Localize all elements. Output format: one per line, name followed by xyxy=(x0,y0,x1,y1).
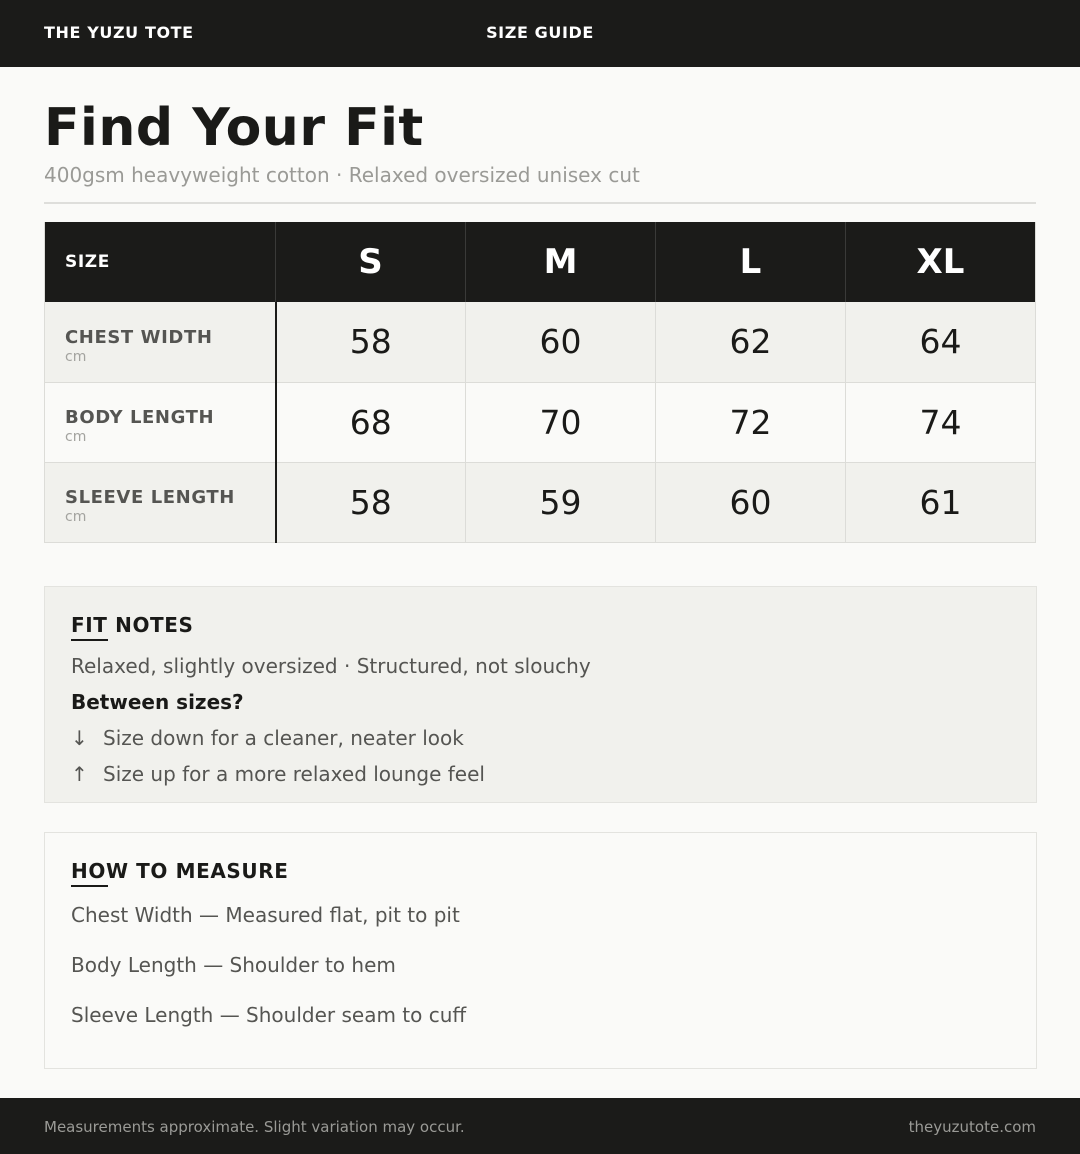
fit-notes-card xyxy=(44,586,1037,803)
table-cell: 61 xyxy=(846,462,1036,542)
footer xyxy=(0,1098,1080,1154)
how-to-measure-card xyxy=(44,832,1037,1069)
table-cell: 64 xyxy=(846,302,1036,382)
row-label: BODY LENGTH xyxy=(65,407,215,428)
divider xyxy=(44,202,1036,204)
row-label-cell xyxy=(45,462,276,542)
table-cell: 68 xyxy=(276,382,466,462)
title-underline xyxy=(71,639,108,641)
tip-text: Size up for a more relaxed lounge feel xyxy=(103,762,485,786)
table-cell: 72 xyxy=(656,382,846,462)
fit-notes-title-text: FIT NOTES xyxy=(71,613,194,637)
size-header-xl: XL xyxy=(846,222,1036,302)
page-subtitle: 400gsm heavyweight cotton · Relaxed oversized unisex cut xyxy=(44,163,640,187)
row-unit: cm xyxy=(65,348,87,365)
size-table xyxy=(44,222,1036,543)
table-cell: 74 xyxy=(846,382,1036,462)
tip-text: Size down for a cleaner, neater look xyxy=(103,726,464,750)
table-cell: 60 xyxy=(656,462,846,542)
size-header-l: L xyxy=(656,222,846,302)
table-cell: 60 xyxy=(466,302,656,382)
size-column-header: SIZE xyxy=(45,222,276,302)
tip-size-down xyxy=(71,726,464,750)
table-cell: 58 xyxy=(276,462,466,542)
table-cell: 59 xyxy=(466,462,656,542)
row-unit: cm xyxy=(65,509,87,525)
fit-notes-title xyxy=(71,613,194,637)
table-cell: 58 xyxy=(276,302,466,382)
measure-item-chest: Chest Width — Measured flat, pit to pit xyxy=(71,903,460,927)
table-row-body-length xyxy=(45,382,1036,462)
page-title: Find Your Fit xyxy=(44,98,424,158)
between-sizes-heading: Between sizes? xyxy=(71,690,244,714)
row-label: SLEEVE LENGTH xyxy=(65,487,235,508)
top-bar xyxy=(0,0,1080,67)
size-header-s: S xyxy=(276,222,466,302)
title-underline xyxy=(71,885,108,887)
table-row-chest-width xyxy=(45,302,1036,382)
tip-size-up xyxy=(71,762,485,786)
measure-item-sleeve: Sleeve Length — Shoulder seam to cuff xyxy=(71,1003,467,1027)
footer-note: Measurements approximate. Slight variation may occur. xyxy=(44,1118,465,1136)
table-cell: 62 xyxy=(656,302,846,382)
row-unit: cm xyxy=(65,429,87,445)
arrow-up-icon: ↑ xyxy=(71,762,88,786)
table-cell: 70 xyxy=(466,382,656,462)
row-label-cell xyxy=(45,302,276,382)
row-label: CHEST WIDTH xyxy=(65,326,213,348)
brand-name[interactable]: THE YUZU TOTE xyxy=(44,23,194,42)
size-header-m: M xyxy=(466,222,656,302)
row-label-cell xyxy=(45,382,276,462)
size-table-header-row xyxy=(45,222,1036,302)
how-to-measure-title xyxy=(71,859,289,883)
how-to-measure-title-text: HOW TO MEASURE xyxy=(71,859,289,883)
table-row-sleeve-length xyxy=(45,462,1036,542)
footer-site-link[interactable]: theyuzutote.com xyxy=(908,1118,1036,1136)
fit-summary: Relaxed, slightly oversized · Structured, not slouchy xyxy=(71,654,591,678)
arrow-down-icon: ↓ xyxy=(71,726,88,750)
measure-item-body: Body Length — Shoulder to hem xyxy=(71,953,396,977)
section-title: SIZE GUIDE xyxy=(486,23,594,42)
